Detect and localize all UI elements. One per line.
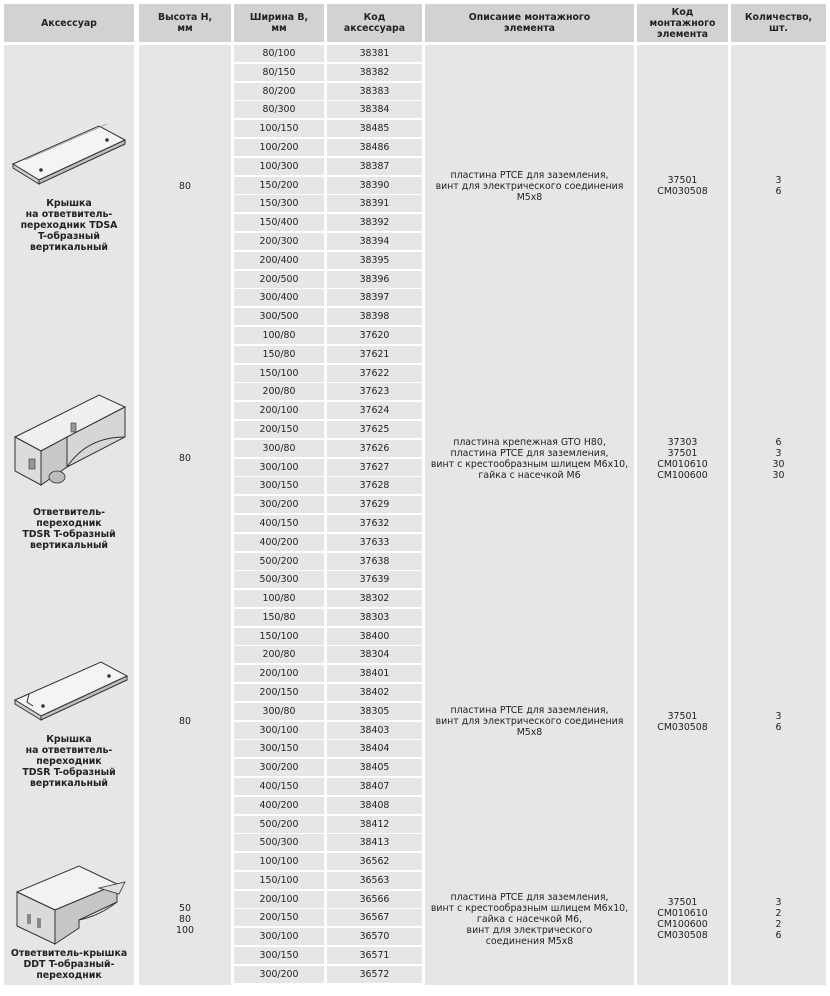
accessory-code: 38413 <box>327 834 422 851</box>
header-width: Ширина B, мм <box>234 4 324 42</box>
mount-code: 37303 37501 CM010610 CM100600 <box>637 327 728 591</box>
accessory-code: 37639 <box>327 571 422 588</box>
accessory-code: 36562 <box>327 853 422 870</box>
width-value: 100/100 <box>234 853 324 870</box>
width-value: 400/200 <box>234 797 324 814</box>
width-value: 200/100 <box>234 891 324 908</box>
width-value: 80/200 <box>234 83 324 100</box>
height-value: 80 <box>139 590 231 854</box>
height-value: 80 <box>139 327 231 591</box>
accessory-code: 37622 <box>327 365 422 382</box>
header-code: Код аксессуара <box>327 4 422 42</box>
header-qty: Количество, шт. <box>731 4 826 42</box>
width-value: 300/100 <box>234 722 324 739</box>
width-value: 150/300 <box>234 195 324 212</box>
accessory-code: 37620 <box>327 327 422 344</box>
header-mount-desc: Описание монтажного элемента <box>425 4 634 42</box>
tdsr-tee-icon <box>7 367 131 507</box>
width-value: 500/300 <box>234 571 324 588</box>
width-value: 300/200 <box>234 496 324 513</box>
accessory-code: 38401 <box>327 665 422 682</box>
width-value: 400/150 <box>234 778 324 795</box>
width-value: 300/150 <box>234 477 324 494</box>
tdsa-cover-icon <box>7 120 131 198</box>
width-value: 80/150 <box>234 64 324 81</box>
width-value: 500/300 <box>234 834 324 851</box>
accessory-code: 38486 <box>327 139 422 156</box>
width-value: 200/150 <box>234 909 324 926</box>
width-value: 200/300 <box>234 233 324 250</box>
width-value: 200/80 <box>234 646 324 663</box>
accessory-code: 38400 <box>327 628 422 645</box>
accessory-code: 37623 <box>327 383 422 400</box>
quantity: 3 2 2 6 <box>731 853 826 985</box>
accessory-code: 38304 <box>327 646 422 663</box>
accessory-code: 38390 <box>327 177 422 194</box>
width-value: 200/100 <box>234 402 324 419</box>
mount-description: пластина крепежная GTO H80, пластина PTCE для заземления, винт с крестообразным шлицем M6x10, гайка с насечкой M6 <box>425 327 634 591</box>
accessory-code: 37627 <box>327 459 422 476</box>
width-value: 100/80 <box>234 590 324 607</box>
quantity: 3 6 <box>731 590 826 854</box>
width-value: 150/400 <box>234 214 324 231</box>
accessory-name: Крышка на ответвитель- переходник TDSA T-образный вертикальный <box>20 197 118 253</box>
width-value: 300/500 <box>234 308 324 325</box>
accessory-code: 38408 <box>327 797 422 814</box>
accessory-name: Ответвитель-крышка DDT T-образный- переходник <box>10 947 128 981</box>
accessory-code: 38405 <box>327 759 422 776</box>
width-value: 200/80 <box>234 383 324 400</box>
accessory-name: Крышка на ответвитель- переходник TDSR T-образный вертикальный <box>22 734 116 790</box>
accessory-code: 38381 <box>327 45 422 62</box>
accessory-code: 38407 <box>327 778 422 795</box>
accessory-code: 36572 <box>327 966 422 983</box>
quantity: 3 6 <box>731 45 826 328</box>
width-value: 400/150 <box>234 515 324 532</box>
header-height: Высота H, мм <box>139 4 231 42</box>
width-value: 300/400 <box>234 289 324 306</box>
accessory-code: 38396 <box>327 271 422 288</box>
width-value: 200/100 <box>234 665 324 682</box>
mount-code: 37501 CM030508 <box>637 45 728 328</box>
width-value: 300/100 <box>234 459 324 476</box>
accessory-code: 37626 <box>327 440 422 457</box>
width-value: 300/150 <box>234 947 324 964</box>
accessory-code: 38383 <box>327 83 422 100</box>
width-value: 150/200 <box>234 177 324 194</box>
header-mount-code: Код монтажного элемента <box>637 4 728 42</box>
width-value: 100/80 <box>234 327 324 344</box>
width-value: 300/80 <box>234 440 324 457</box>
width-value: 80/300 <box>234 101 324 118</box>
accessory-cell <box>4 853 134 985</box>
accessory-code: 38404 <box>327 740 422 757</box>
accessory-code: 37632 <box>327 515 422 532</box>
width-value: 500/200 <box>234 553 324 570</box>
width-value: 100/300 <box>234 158 324 175</box>
width-value: 200/150 <box>234 684 324 701</box>
accessory-cell <box>4 590 134 854</box>
accessory-code: 38387 <box>327 158 422 175</box>
accessory-code: 38302 <box>327 590 422 607</box>
accessory-code: 37625 <box>327 421 422 438</box>
accessory-name: Ответвитель- переходник TDSR T-образный вертикальный <box>22 506 116 551</box>
accessory-code: 38395 <box>327 252 422 269</box>
accessory-code: 37621 <box>327 346 422 363</box>
accessory-code: 38412 <box>327 816 422 833</box>
width-value: 150/100 <box>234 872 324 889</box>
accessory-code: 38403 <box>327 722 422 739</box>
accessory-code: 38485 <box>327 120 422 137</box>
accessory-code: 37629 <box>327 496 422 513</box>
width-value: 80/100 <box>234 45 324 62</box>
accessory-code: 37633 <box>327 534 422 551</box>
width-value: 200/400 <box>234 252 324 269</box>
width-value: 100/200 <box>234 139 324 156</box>
accessory-code: 37628 <box>327 477 422 494</box>
width-value: 150/100 <box>234 628 324 645</box>
width-value: 150/100 <box>234 365 324 382</box>
width-value: 300/100 <box>234 928 324 945</box>
accessory-code: 36566 <box>327 891 422 908</box>
width-value: 200/150 <box>234 421 324 438</box>
accessory-cell <box>4 45 134 328</box>
accessory-code: 38303 <box>327 609 422 626</box>
tdsr-cover-icon <box>7 654 131 734</box>
accessory-code: 36571 <box>327 947 422 964</box>
width-value: 200/500 <box>234 271 324 288</box>
accessory-code: 38391 <box>327 195 422 212</box>
width-value: 100/150 <box>234 120 324 137</box>
accessory-code: 36570 <box>327 928 422 945</box>
accessory-code: 36563 <box>327 872 422 889</box>
accessory-code: 37638 <box>327 553 422 570</box>
quantity: 6 3 30 30 <box>731 327 826 591</box>
accessory-code: 38382 <box>327 64 422 81</box>
accessory-code: 38397 <box>327 289 422 306</box>
mount-description: пластина PTCE для заземления, винт для электрического соединения M5x8 <box>425 45 634 328</box>
width-value: 300/150 <box>234 740 324 757</box>
accessory-code: 37624 <box>327 402 422 419</box>
accessory-code: 36567 <box>327 909 422 926</box>
mount-code: 37501 CM010610 CM100600 CM030508 <box>637 853 728 985</box>
accessory-code: 38384 <box>327 101 422 118</box>
width-value: 400/200 <box>234 534 324 551</box>
width-value: 150/80 <box>234 346 324 363</box>
accessory-code: 38394 <box>327 233 422 250</box>
width-value: 150/80 <box>234 609 324 626</box>
accessory-code: 38392 <box>327 214 422 231</box>
accessory-code: 38402 <box>327 684 422 701</box>
width-value: 300/200 <box>234 966 324 983</box>
ddt-cover-icon <box>7 858 131 948</box>
accessory-cell <box>4 327 134 591</box>
height-value: 50 80 100 <box>139 853 231 985</box>
header-accessory: Аксессуар <box>4 4 134 42</box>
width-value: 300/80 <box>234 703 324 720</box>
mount-code: 37501 CM030508 <box>637 590 728 854</box>
width-value: 300/200 <box>234 759 324 776</box>
height-value: 80 <box>139 45 231 328</box>
accessory-code: 38398 <box>327 308 422 325</box>
width-value: 500/200 <box>234 816 324 833</box>
accessory-code: 38305 <box>327 703 422 720</box>
mount-description: пластина PTCE для заземления, винт для электрического соединения M5x8 <box>425 590 634 854</box>
mount-description: пластина PTCE для заземления, винт с крестообразным шлицем M6x10, гайка с насечкой M6, винт для электрического соединения M5x8 <box>425 853 634 985</box>
